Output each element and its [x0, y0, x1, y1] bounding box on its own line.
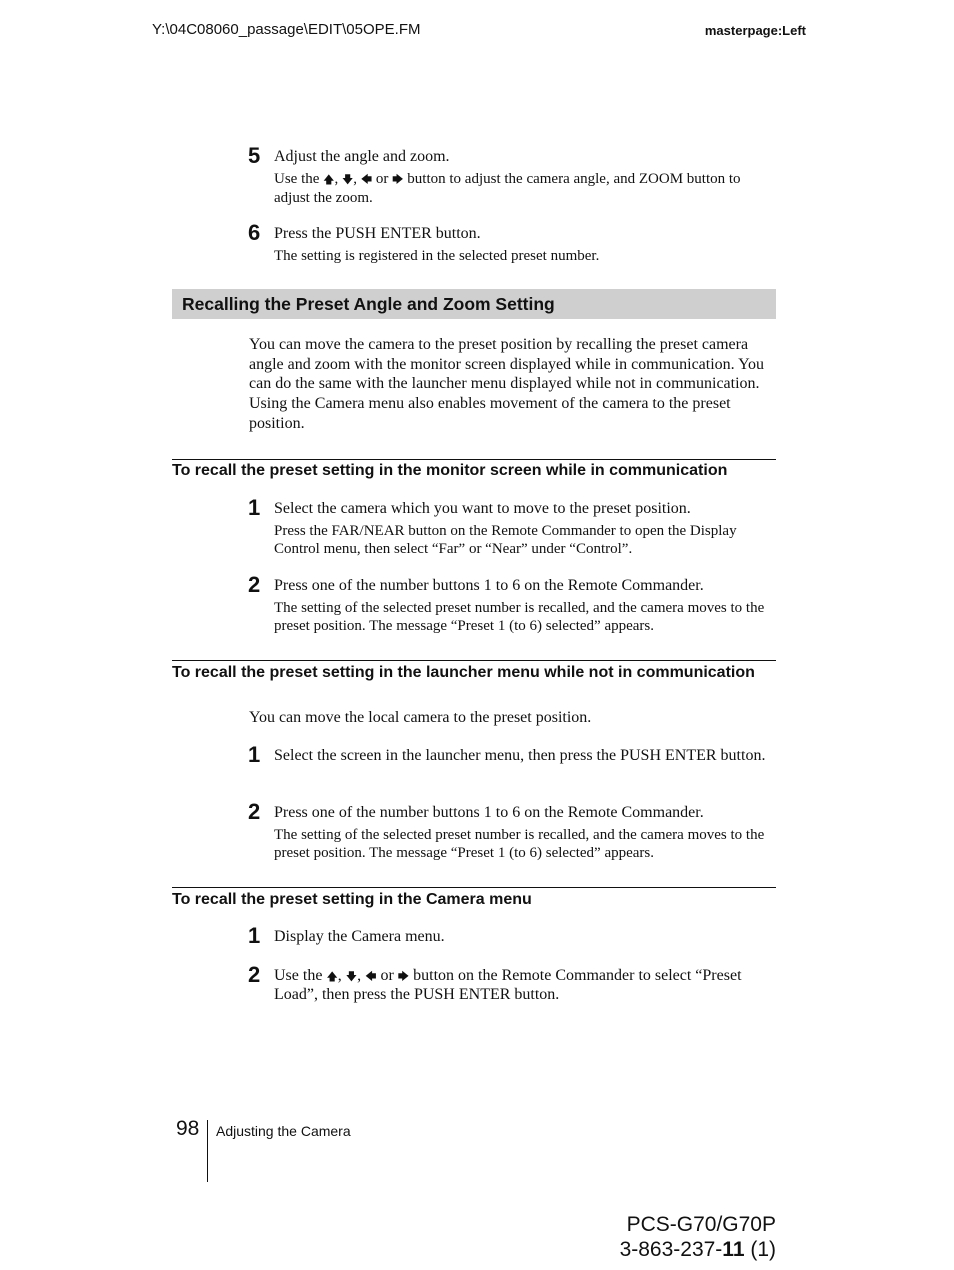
subsection-heading: To recall the preset setting in the launcher menu while not in communication: [172, 664, 755, 681]
divider-rule: [172, 887, 776, 888]
step-number: 5: [248, 143, 261, 168]
step-detail: The setting of the selected preset number is recalled, and the camera moves to the preset position. The message “Preset 1 (to 6) selected” appears.: [274, 827, 765, 861]
step-instruction: Press the PUSH ENTER button.: [274, 225, 481, 242]
step-instruction: Adjust the angle and zoom.: [274, 148, 450, 165]
arrow-right-icon: 🡆: [392, 173, 404, 186]
part-number: 3-863-237-11 (1): [619, 1238, 776, 1261]
arrow-right-icon: 🡆: [397, 970, 410, 983]
arrow-down-icon: 🡇: [345, 970, 358, 983]
step-number: 1: [248, 742, 261, 767]
section-heading-bar: [172, 289, 776, 319]
subsection-intro: You can move the local camera to the preset position.: [249, 709, 592, 726]
footer-divider: [207, 1120, 208, 1182]
step-detail: The setting of the selected preset number is recalled, and the camera moves to the preset position. The message “Preset 1 (to 6) selected” appears.: [274, 600, 765, 634]
step-number: 2: [248, 962, 261, 987]
divider-rule: [172, 459, 776, 460]
step-number: 2: [248, 572, 261, 597]
step-instruction: Press one of the number buttons 1 to 6 on the Remote Commander.: [274, 577, 704, 594]
model-info: [620, 1212, 776, 1262]
section-title: Recalling the Preset Angle and Zoom Setting: [182, 294, 555, 314]
step-number: 2: [248, 799, 261, 824]
arrow-up-icon: 🡅: [323, 173, 335, 186]
step-instruction: Select the screen in the launcher menu, then press the PUSH ENTER button.: [274, 747, 766, 764]
step-number: 1: [248, 495, 261, 520]
arrow-up-icon: 🡅: [326, 970, 338, 983]
arrow-left-icon: 🡄: [365, 970, 377, 983]
masterpage-label: masterpage:Left: [704, 23, 806, 38]
step-instruction: Press one of the number buttons 1 to 6 on the Remote Commander.: [274, 804, 704, 821]
file-path-header: Y:\04C08060_passage\EDIT\05OPE.FM: [152, 21, 421, 38]
step-detail: Press the FAR/NEAR button on the Remote Commander to open the Display Control menu, then select “Far” or “Near” under “Control”.: [274, 523, 737, 557]
step-detail: The setting is registered in the selected preset number.: [274, 248, 600, 264]
step-instruction: Use the 🡅, 🡇, 🡄 or 🡆 button on the Remote Commander to select “Preset Load”, then press the PUSH ENTER button.: [274, 967, 742, 1003]
model-name: PCS-G70/G70P: [626, 1213, 776, 1236]
arrow-down-icon: 🡇: [341, 173, 354, 186]
arrow-left-icon: 🡄: [360, 173, 373, 186]
section-intro: You can move the camera to the preset position by recalling the preset camera angle and zoom with the monitor screen displayed while in communication. You can do the same with the launcher menu displayed while not in communication. Using the Camera menu also enables movement of the camera to the preset position.: [249, 336, 765, 432]
page-number: 98: [176, 1117, 200, 1140]
step-instruction: Display the Camera menu.: [274, 928, 445, 945]
step-detail: Use the 🡅, 🡇, 🡄 or 🡆 button to adjust the camera angle, and ZOOM button to adjust the zoom.: [274, 171, 741, 206]
step-instruction: Select the camera which you want to move to the preset position.: [274, 500, 691, 517]
footer-section-name: Adjusting the Camera: [216, 1123, 351, 1139]
divider-rule: [172, 660, 776, 661]
subsection-heading: To recall the preset setting in the monitor screen while in communication: [172, 462, 728, 479]
subsection-heading: To recall the preset setting in the Camera menu: [172, 891, 532, 908]
step-number: 1: [248, 923, 261, 948]
step-number: 6: [248, 220, 261, 245]
